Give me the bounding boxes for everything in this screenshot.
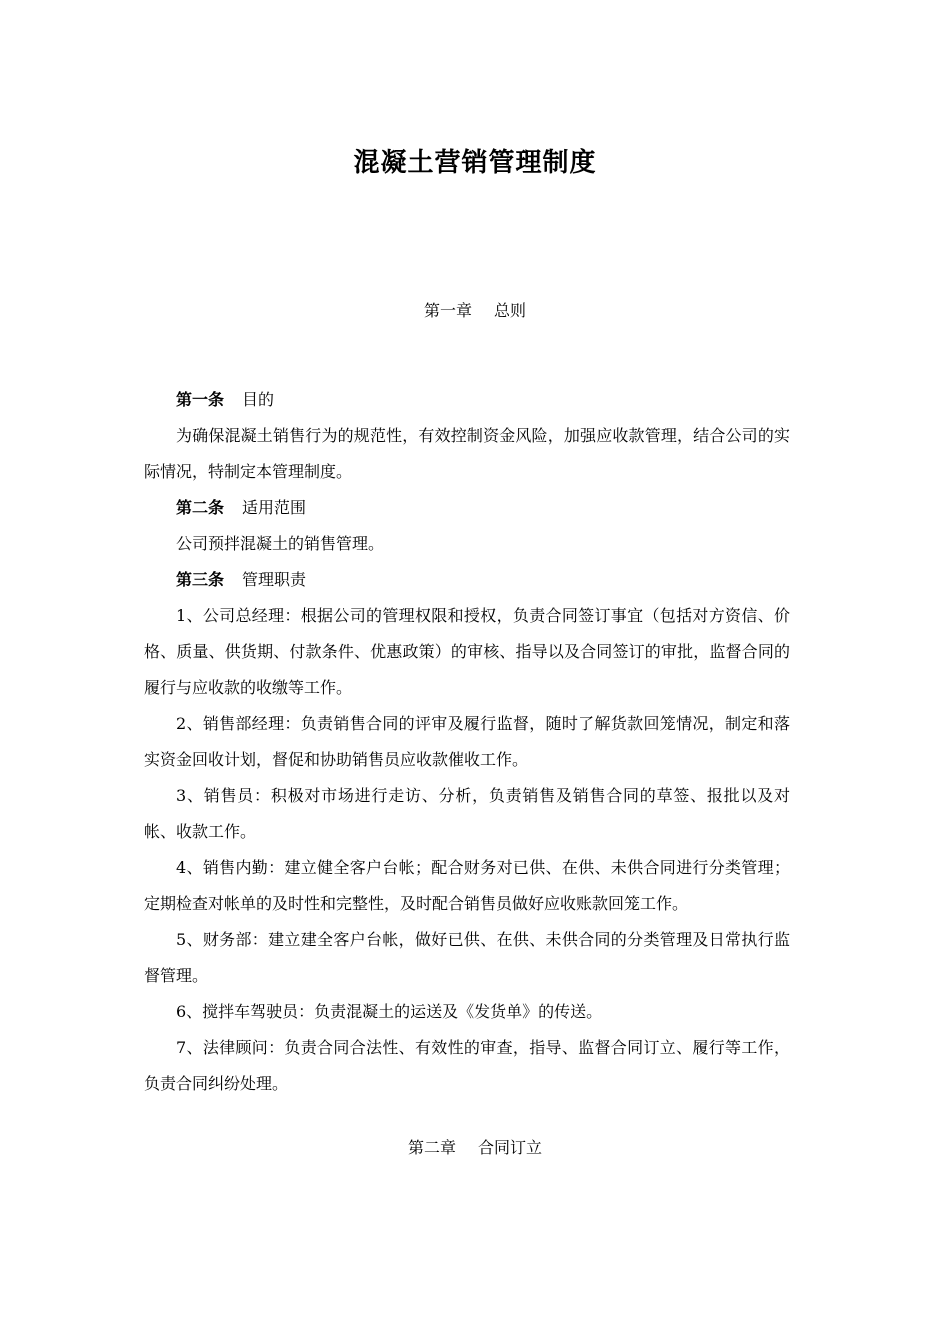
chapter-heading-1 xyxy=(0,299,950,323)
chapter-heading-2 xyxy=(0,1136,950,1160)
document-title: 混凝土营销管理制度 xyxy=(353,148,597,178)
article-name: 适用范围 xyxy=(242,498,307,517)
article-heading xyxy=(144,562,790,598)
article-heading xyxy=(144,490,790,526)
duty-paragraph: 3、销售员：积极对市场进行走访、分析，负责销售及销售合同的草签、报批以及对帐、收款工作。 xyxy=(144,786,790,841)
article-number: 第一条 xyxy=(176,390,225,409)
chapter-number: 第二章 xyxy=(407,1138,456,1157)
duty-paragraph: 7、法律顾问：负责合同合法性、有效性的审查，指导、监督合同订立、履行等工作，负责合同纠纷处理。 xyxy=(144,1038,790,1093)
document-body xyxy=(144,382,790,1102)
chapter-number: 第一章 xyxy=(423,301,472,320)
article-number: 第三条 xyxy=(176,570,225,589)
article-name: 目的 xyxy=(242,390,275,409)
duty-paragraph: 6、搅拌车驾驶员：负责混凝土的运送及《发货单》的传送。 xyxy=(176,1002,603,1021)
article-name: 管理职责 xyxy=(242,570,307,589)
duty-paragraph: 2、销售部经理：负责销售合同的评审及履行监督，随时了解货款回笼情况，制定和落实资金回收计划，督促和协助销售员应收款催收工作。 xyxy=(144,714,790,769)
chapter-name: 合同订立 xyxy=(478,1138,543,1157)
article-heading xyxy=(144,382,790,418)
paragraph-scope: 公司预拌混凝土的销售管理。 xyxy=(176,534,385,553)
chapter-name: 总则 xyxy=(494,301,527,320)
article-number: 第二条 xyxy=(176,498,225,517)
duty-paragraph: 1、公司总经理：根据公司的管理权限和授权，负责合同签订事宜（包括对方资信、价格、质量、供货期、付款条件、优惠政策）的审核、指导以及合同签订的审批，监督合同的履行与应收款的收缴等工作。 xyxy=(144,606,790,697)
duty-paragraph: 4、销售内勤：建立健全客户台帐；配合财务对已供、在供、未供合同进行分类管理；定期检查对帐单的及时性和完整性，及时配合销售员做好应收账款回笼工作。 xyxy=(144,858,790,913)
paragraph-purpose: 为确保混凝土销售行为的规范性，有效控制资金风险，加强应收款管理，结合公司的实际情况，特制定本管理制度。 xyxy=(144,426,790,481)
duty-paragraph: 5、财务部：建立建全客户台帐，做好已供、在供、未供合同的分类管理及日常执行监督管理。 xyxy=(144,930,790,985)
